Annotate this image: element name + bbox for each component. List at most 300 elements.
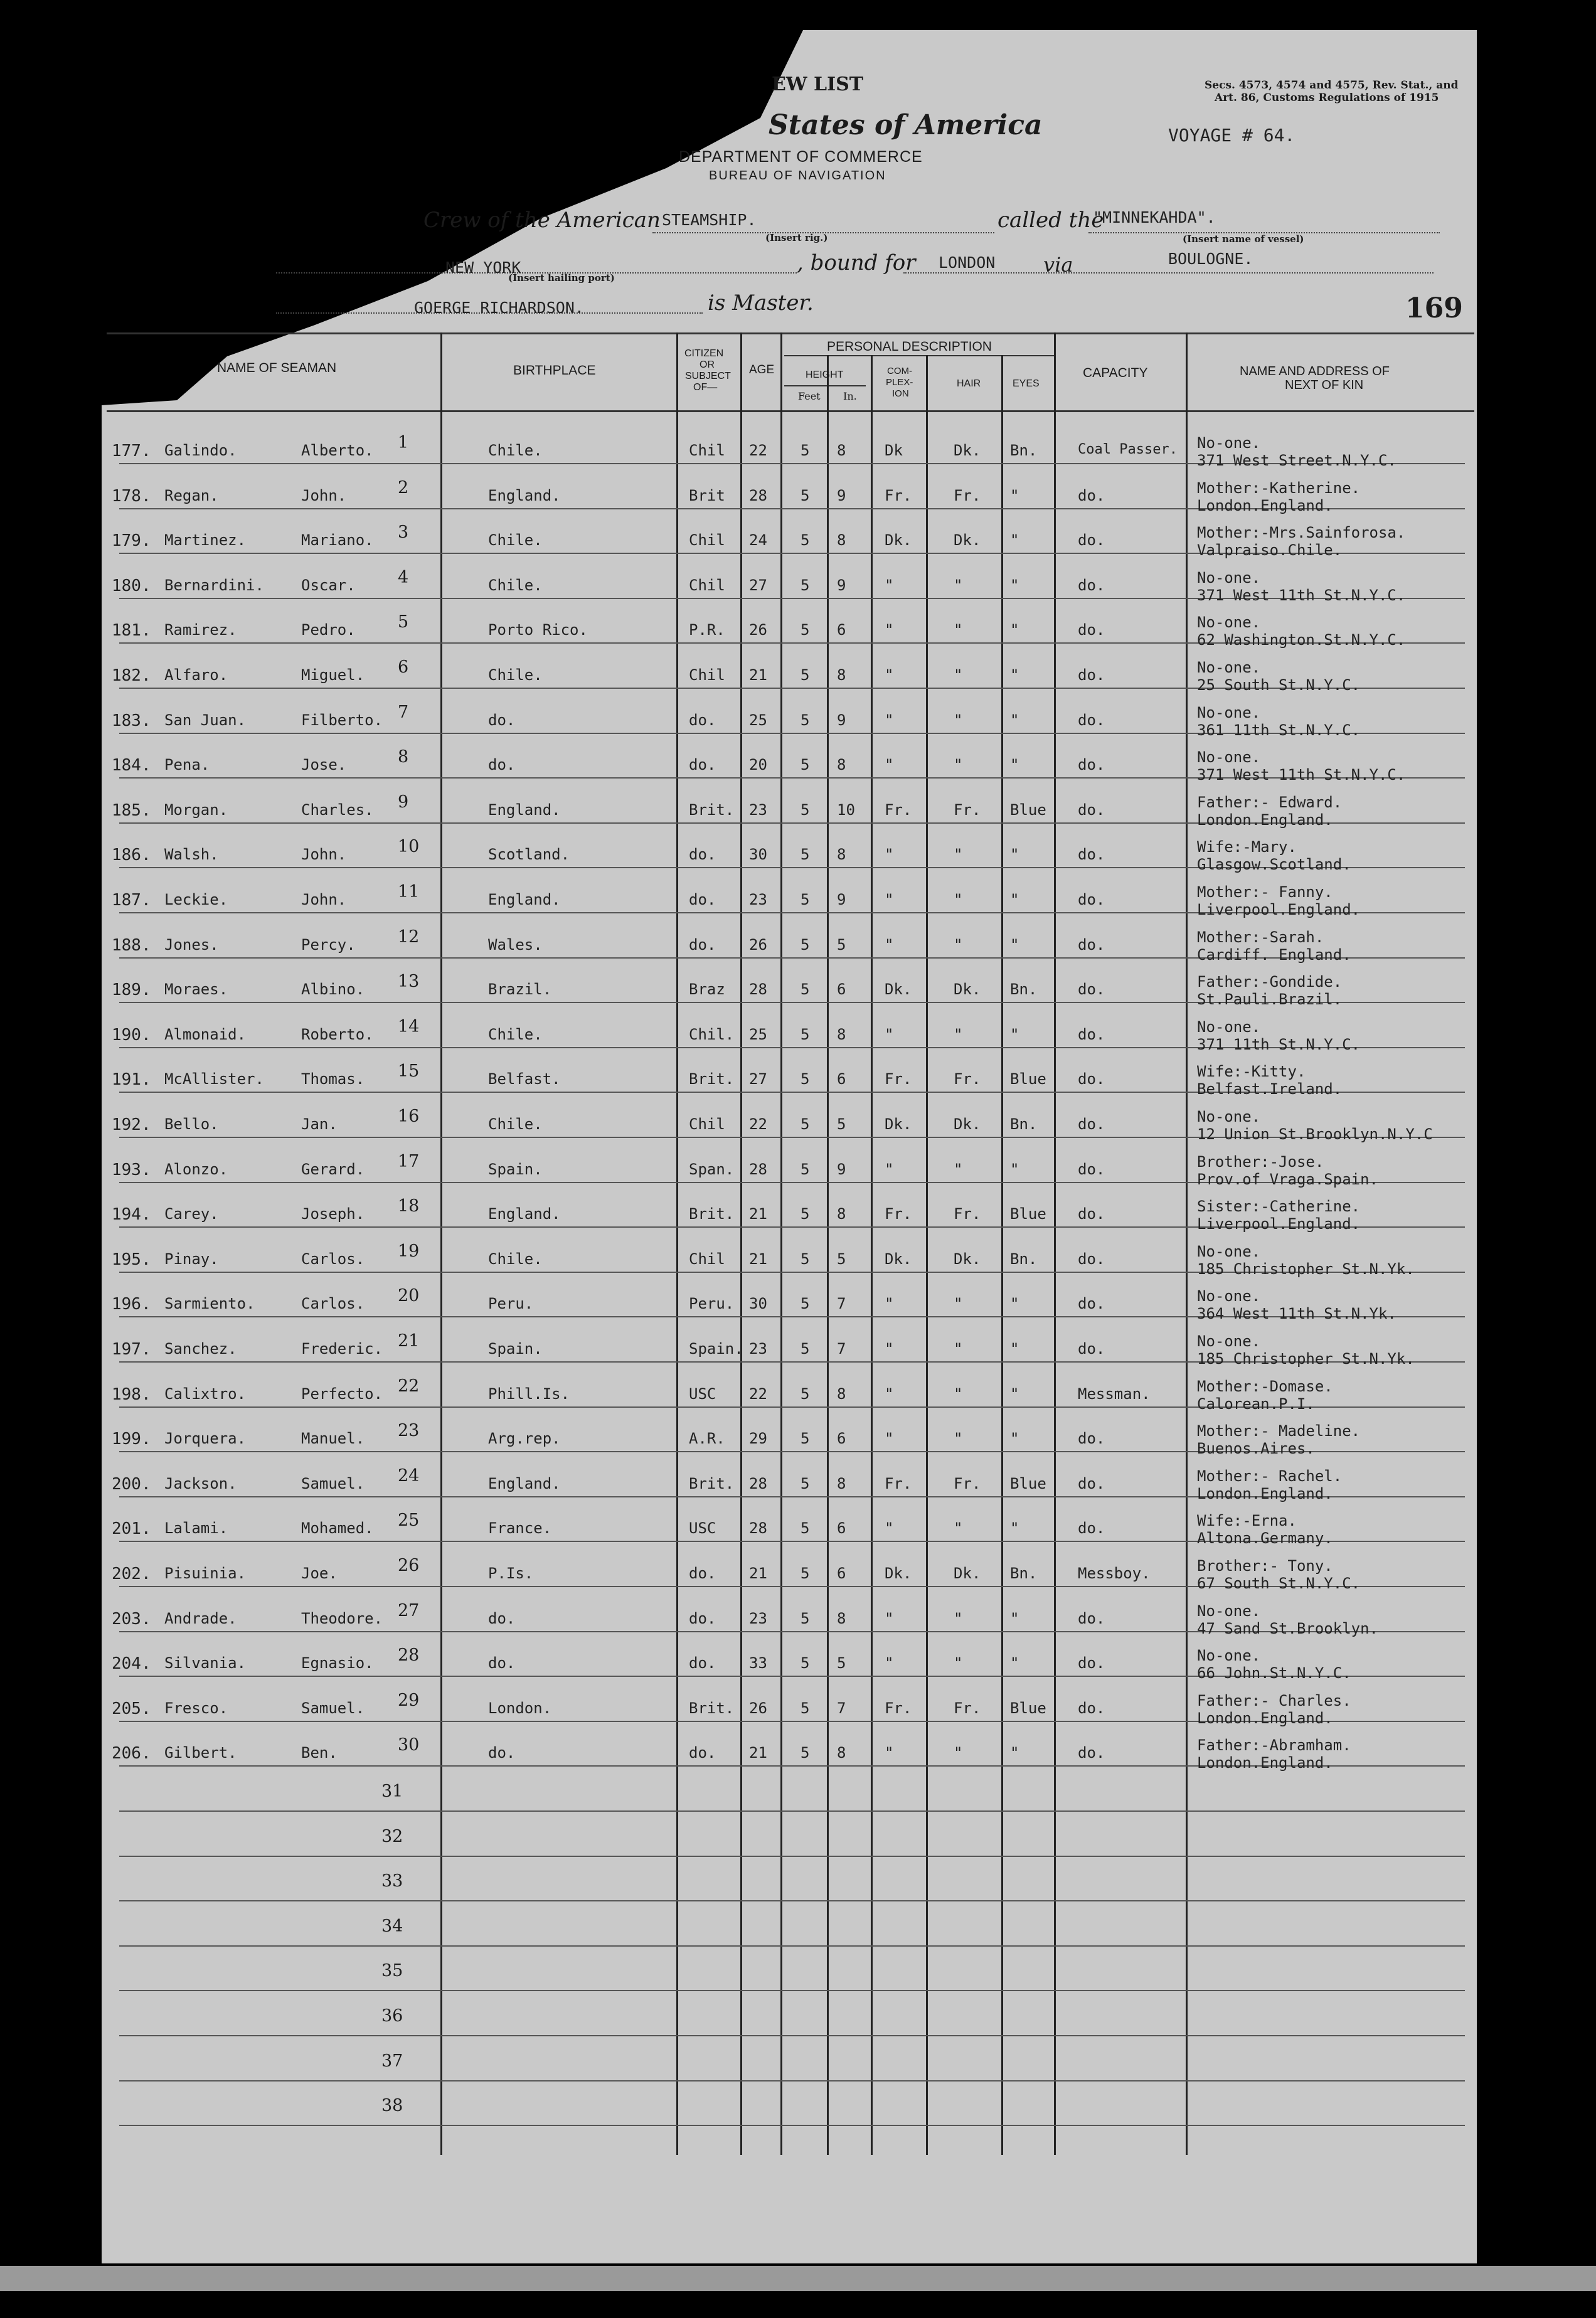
age: 21 xyxy=(749,1205,767,1223)
age: 21 xyxy=(749,1744,767,1762)
height-inches: 8 xyxy=(837,442,846,459)
seaman-given-name: Charles. xyxy=(301,801,374,819)
row-id: 202. xyxy=(112,1565,151,1583)
age: 20 xyxy=(749,756,767,774)
line-number: 14 xyxy=(398,1017,420,1036)
height-feet: 5 xyxy=(801,1654,810,1672)
seaman-surname: Pena. xyxy=(164,756,210,774)
eyes: " xyxy=(1010,1385,1019,1403)
citizenship: Chil xyxy=(689,666,725,684)
capacity: do. xyxy=(1078,936,1105,954)
next-of-kin-name: No-one. xyxy=(1197,1243,1261,1260)
hair: Dk. xyxy=(954,1250,981,1268)
age: 30 xyxy=(749,846,767,863)
complexion: " xyxy=(885,1610,894,1627)
row-rule xyxy=(119,2035,1465,2036)
birthplace: France. xyxy=(488,1519,552,1537)
line-number: 11 xyxy=(398,882,420,901)
next-of-kin-address: Liverpool.England. xyxy=(1197,1215,1361,1233)
next-of-kin-address: Glasgow.Scotland. xyxy=(1197,856,1351,873)
age: 25 xyxy=(749,711,767,729)
complexion: Fr. xyxy=(885,801,912,819)
capacity: do. xyxy=(1078,1744,1105,1762)
next-of-kin-address: Buenos.Aires. xyxy=(1197,1440,1315,1457)
complexion: Fr. xyxy=(885,487,912,504)
height-feet: 5 xyxy=(801,1250,810,1268)
height-inches: 8 xyxy=(837,531,846,549)
complexion: Fr. xyxy=(885,1070,912,1088)
eyes: Bn. xyxy=(1010,1115,1038,1133)
eyes: Blue xyxy=(1010,1699,1046,1717)
line-number: 31 xyxy=(381,1782,403,1801)
row-id: 182. xyxy=(112,666,151,685)
next-of-kin-name: Father:- Edward. xyxy=(1197,794,1343,811)
height-inches: 7 xyxy=(837,1295,846,1312)
line-number: 5 xyxy=(398,612,409,632)
next-of-kin-name: No-one. xyxy=(1197,614,1261,631)
next-of-kin-address: 361 11th St.N.Y.C. xyxy=(1197,721,1361,739)
hair: " xyxy=(954,891,963,908)
row-rule xyxy=(119,1856,1465,1857)
birthplace: Chile. xyxy=(488,577,543,594)
line-number: 35 xyxy=(381,1961,403,1980)
seaman-surname: Alfaro. xyxy=(164,666,228,684)
eyes: " xyxy=(1010,666,1019,684)
height-inches: 8 xyxy=(837,1385,846,1403)
insert-vessel-note: (Insert name of vessel) xyxy=(1183,233,1304,245)
citizenship: Brit. xyxy=(689,1699,735,1717)
row-id: 206. xyxy=(112,1744,151,1763)
next-of-kin-name: Wife:-Mary. xyxy=(1197,838,1297,856)
next-of-kin-address: 47 Sand St.Brooklyn. xyxy=(1197,1620,1378,1637)
line-number: 15 xyxy=(398,1061,420,1081)
seaman-given-name: Jan. xyxy=(301,1115,338,1133)
height-inches: 6 xyxy=(837,1565,846,1582)
height-feet: 5 xyxy=(801,1161,810,1178)
seaman-surname: San Juan. xyxy=(164,711,247,729)
line-number: 36 xyxy=(381,2006,403,2026)
citizenship: do. xyxy=(689,846,716,863)
column-divider xyxy=(676,332,678,2155)
next-of-kin-address: Cardiff. England. xyxy=(1197,946,1351,964)
line-number: 20 xyxy=(398,1286,420,1305)
eyes: " xyxy=(1010,711,1019,729)
seaman-given-name: Gerard. xyxy=(301,1161,365,1178)
form-title: EW LIST xyxy=(772,73,864,95)
hair: Dk. xyxy=(954,1565,981,1582)
age: 24 xyxy=(749,531,767,549)
height-feet: 5 xyxy=(801,1385,810,1403)
birthplace: Chile. xyxy=(488,1250,543,1268)
eyes: " xyxy=(1010,846,1019,863)
birthplace: Chile. xyxy=(488,442,543,459)
seaman-given-name: Frederic. xyxy=(301,1340,383,1358)
seaman-given-name: John. xyxy=(301,846,347,863)
height-inches: 9 xyxy=(837,711,846,729)
row-id: 177. xyxy=(112,442,151,460)
header-feet: Feet xyxy=(798,390,821,402)
next-of-kin-name: Sister:-Catherine. xyxy=(1197,1198,1361,1215)
header-citizen-2: OR xyxy=(700,359,715,370)
height-feet: 5 xyxy=(801,1699,810,1717)
citizenship: Brit. xyxy=(689,1205,735,1223)
complexion: " xyxy=(885,1744,894,1762)
eyes: Blue xyxy=(1010,1475,1046,1492)
complexion: " xyxy=(885,1430,894,1447)
eyes: " xyxy=(1010,577,1019,594)
eyes: " xyxy=(1010,1161,1019,1178)
citizenship: do. xyxy=(689,891,716,908)
next-of-kin-address: 371 West 11th St.N.Y.C. xyxy=(1197,587,1406,604)
row-rule xyxy=(119,1810,1465,1812)
next-of-kin-address: 62 Washington.St.N.Y.C. xyxy=(1197,631,1406,649)
next-of-kin-address: 185 Christopher St.N.Yk. xyxy=(1197,1350,1415,1368)
birthplace: P.Is. xyxy=(488,1565,534,1582)
next-of-kin-address: 66 John.St.N.Y.C. xyxy=(1197,1664,1351,1682)
complexion: " xyxy=(885,1385,894,1403)
eyes: " xyxy=(1010,1519,1019,1537)
next-of-kin-name: Wife:-Erna. xyxy=(1197,1512,1297,1529)
birthplace: London. xyxy=(488,1699,552,1717)
row-id: 181. xyxy=(112,621,151,640)
seaman-given-name: Manuel. xyxy=(301,1430,365,1447)
destination-line xyxy=(903,272,1434,274)
complexion: " xyxy=(885,1340,894,1358)
hair: Fr. xyxy=(954,1070,981,1088)
eyes: " xyxy=(1010,531,1019,549)
birthplace: Spain. xyxy=(488,1340,543,1358)
hair: " xyxy=(954,846,963,863)
height-feet: 5 xyxy=(801,666,810,684)
height-feet: 5 xyxy=(801,1744,810,1762)
row-id: 205. xyxy=(112,1699,151,1718)
hair: Fr. xyxy=(954,801,981,819)
height-inches: 7 xyxy=(837,1340,846,1358)
age: 29 xyxy=(749,1430,767,1447)
seaman-given-name: Pedro. xyxy=(301,621,356,639)
complexion: " xyxy=(885,577,894,594)
hair: " xyxy=(954,1654,963,1672)
line-number: 21 xyxy=(398,1331,420,1351)
height-feet: 5 xyxy=(801,846,810,863)
line-number: 16 xyxy=(398,1107,420,1126)
hair: Fr. xyxy=(954,1475,981,1492)
hair: " xyxy=(954,1026,963,1043)
bound-for-label: , bound for xyxy=(797,250,916,275)
hair: " xyxy=(954,1519,963,1537)
header-citizen-3: SUBJECT xyxy=(685,371,731,381)
age: 28 xyxy=(749,487,767,504)
seaman-surname: Ramirez. xyxy=(164,621,237,639)
eyes: Bn. xyxy=(1010,981,1038,998)
next-of-kin-address: Altona.Germany. xyxy=(1197,1529,1333,1547)
row-id: 201. xyxy=(112,1519,151,1538)
next-of-kin-name: Mother:-Katherine. xyxy=(1197,479,1361,497)
seaman-given-name: Thomas. xyxy=(301,1070,365,1088)
birthplace: Spain. xyxy=(488,1161,543,1178)
seaman-given-name: John. xyxy=(301,487,347,504)
line-number: 38 xyxy=(381,2096,403,2115)
height-feet: 5 xyxy=(801,1115,810,1133)
citizenship: P.R. xyxy=(689,621,725,639)
hair: " xyxy=(954,756,963,774)
height-inches: 8 xyxy=(837,756,846,774)
height-feet: 5 xyxy=(801,1610,810,1627)
hair: " xyxy=(954,621,963,639)
complexion: Dk. xyxy=(885,1565,912,1582)
line-number: 10 xyxy=(398,837,420,856)
height-inches: 5 xyxy=(837,1654,846,1672)
birthplace: Chile. xyxy=(488,666,543,684)
column-divider xyxy=(871,355,873,2155)
height-inches: 5 xyxy=(837,936,846,954)
header-inches: In. xyxy=(843,390,857,402)
row-id: 185. xyxy=(112,801,151,820)
next-of-kin-address: 371 West Street.N.Y.C. xyxy=(1197,452,1396,469)
age: 30 xyxy=(749,1295,767,1312)
age: 27 xyxy=(749,577,767,594)
hair: " xyxy=(954,1340,963,1358)
height-inches: 6 xyxy=(837,1070,846,1088)
line-number: 28 xyxy=(398,1645,420,1665)
complexion: Fr. xyxy=(885,1205,912,1223)
birthplace: Brazil. xyxy=(488,981,552,998)
age: 26 xyxy=(749,621,767,639)
height-feet: 5 xyxy=(801,1430,810,1447)
seaman-surname: Morgan. xyxy=(164,801,228,819)
birthplace: England. xyxy=(488,801,561,819)
seaman-given-name: Miguel. xyxy=(301,666,365,684)
capacity: do. xyxy=(1078,1654,1105,1672)
birthplace: Chile. xyxy=(488,531,543,549)
seaman-surname: Regan. xyxy=(164,487,219,504)
complexion: Dk. xyxy=(885,1115,912,1133)
complexion: " xyxy=(885,621,894,639)
capacity: do. xyxy=(1078,621,1105,639)
seaman-given-name: Albino. xyxy=(301,981,365,998)
height-inches: 6 xyxy=(837,981,846,998)
eyes: Blue xyxy=(1010,801,1046,819)
next-of-kin-address: Belfast.Ireland. xyxy=(1197,1080,1343,1098)
eyes: " xyxy=(1010,1340,1019,1358)
row-id: 198. xyxy=(112,1385,151,1404)
seaman-given-name: Mariano. xyxy=(301,531,374,549)
capacity: do. xyxy=(1078,1070,1105,1088)
capacity: do. xyxy=(1078,1026,1105,1043)
next-of-kin-address: London.England. xyxy=(1197,497,1333,514)
birthplace: do. xyxy=(488,711,516,729)
capacity: do. xyxy=(1078,1250,1105,1268)
citizenship: do. xyxy=(689,1610,716,1627)
capacity: do. xyxy=(1078,531,1105,549)
header-birthplace: BIRTHPLACE xyxy=(513,363,596,378)
header-capacity: CAPACITY xyxy=(1083,366,1148,380)
complexion: Dk xyxy=(885,442,903,459)
capacity: do. xyxy=(1078,577,1105,594)
birthplace: do. xyxy=(488,1654,516,1672)
height-feet: 5 xyxy=(801,621,810,639)
table-top-border xyxy=(107,332,1474,334)
column-divider xyxy=(1001,355,1003,2155)
row-id: 204. xyxy=(112,1654,151,1673)
capacity: do. xyxy=(1078,1699,1105,1717)
eyes: " xyxy=(1010,1026,1019,1043)
complexion: " xyxy=(885,756,894,774)
line-number: 6 xyxy=(398,657,409,677)
complexion: " xyxy=(885,1161,894,1178)
row-id: 191. xyxy=(112,1070,151,1089)
height-feet: 5 xyxy=(801,936,810,954)
capacity: do. xyxy=(1078,1610,1105,1627)
age: 22 xyxy=(749,1385,767,1403)
seaman-surname: Sanchez. xyxy=(164,1340,237,1358)
eyes: Bn. xyxy=(1010,1565,1038,1582)
seaman-surname: Calixtro. xyxy=(164,1385,247,1403)
height-inches: 8 xyxy=(837,1744,846,1762)
scanner-edge xyxy=(0,2266,1596,2291)
row-id: 187. xyxy=(112,891,151,910)
next-of-kin-name: No-one. xyxy=(1197,1018,1261,1036)
bureau-title: BUREAU OF NAVIGATION xyxy=(709,169,886,183)
line-number: 1 xyxy=(398,433,409,452)
citizenship: do. xyxy=(689,1565,716,1582)
height-inches: 8 xyxy=(837,1205,846,1223)
header-citizen-4: OF— xyxy=(693,382,718,393)
eyes: " xyxy=(1010,1295,1019,1312)
line-number: 12 xyxy=(398,927,420,947)
citizenship: do. xyxy=(689,711,716,729)
line-number: 22 xyxy=(398,1376,420,1396)
height-feet: 5 xyxy=(801,487,810,504)
height-inches: 9 xyxy=(837,577,846,594)
birthplace: Peru. xyxy=(488,1295,534,1312)
next-of-kin-name: No-one. xyxy=(1197,1332,1261,1350)
column-divider xyxy=(926,355,928,2155)
line-number: 24 xyxy=(398,1466,420,1486)
birthplace: Belfast. xyxy=(488,1070,561,1088)
next-of-kin-address: 364 West 11th St.N.Yk. xyxy=(1197,1305,1396,1322)
line-number: 25 xyxy=(398,1511,420,1530)
next-of-kin-name: No-one. xyxy=(1197,748,1261,766)
height-feet: 5 xyxy=(801,442,810,459)
column-divider xyxy=(440,332,442,2155)
next-of-kin-name: Brother:- Tony. xyxy=(1197,1557,1333,1575)
capacity: do. xyxy=(1078,891,1105,908)
citizenship: do. xyxy=(689,1744,716,1762)
seaman-surname: Bello. xyxy=(164,1115,219,1133)
row-id: 203. xyxy=(112,1610,151,1629)
vessel-name: "MINNEKAHDA". xyxy=(1093,208,1216,226)
eyes: Blue xyxy=(1010,1070,1046,1088)
row-rule xyxy=(119,1945,1465,1947)
height-inches: 10 xyxy=(837,801,855,819)
line-number: 18 xyxy=(398,1196,420,1216)
capacity: do. xyxy=(1078,846,1105,863)
next-of-kin-name: No-one. xyxy=(1197,1647,1261,1664)
complexion: Dk. xyxy=(885,981,912,998)
line-number: 34 xyxy=(381,1917,403,1936)
complexion: " xyxy=(885,1519,894,1537)
capacity: do. xyxy=(1078,981,1105,998)
seaman-surname: Sarmiento. xyxy=(164,1295,255,1312)
seaman-given-name: Mohamed. xyxy=(301,1519,374,1537)
destination: LONDON xyxy=(939,253,996,272)
capacity: do. xyxy=(1078,711,1105,729)
capacity: do. xyxy=(1078,756,1105,774)
next-of-kin-name: No-one. xyxy=(1197,704,1261,721)
seaman-given-name: Egnasio. xyxy=(301,1654,374,1672)
complexion: " xyxy=(885,1026,894,1043)
eyes: " xyxy=(1010,1744,1019,1762)
insert-hailing-note: (Insert hailing port) xyxy=(508,272,615,284)
height-feet: 5 xyxy=(801,981,810,998)
next-of-kin-address: London.England. xyxy=(1197,1754,1333,1772)
age: 21 xyxy=(749,666,767,684)
capacity: do. xyxy=(1078,801,1105,819)
line-number: 19 xyxy=(398,1241,420,1261)
row-id: 194. xyxy=(112,1205,151,1224)
capacity: do. xyxy=(1078,666,1105,684)
seaman-given-name: Joe. xyxy=(301,1565,338,1582)
next-of-kin-name: Mother:- Madeline. xyxy=(1197,1422,1361,1440)
age: 23 xyxy=(749,801,767,819)
seaman-surname: Alonzo. xyxy=(164,1161,228,1178)
line-number: 23 xyxy=(398,1421,420,1440)
row-id: 190. xyxy=(112,1026,151,1045)
header-personal-description: PERSONAL DESCRIPTION xyxy=(827,339,992,354)
country-title: States of America xyxy=(769,109,1043,141)
seaman-surname: Walsh. xyxy=(164,846,219,863)
capacity: do. xyxy=(1078,1295,1105,1312)
column-divider xyxy=(740,332,742,2155)
height-inches: 6 xyxy=(837,1519,846,1537)
citizenship: do. xyxy=(689,936,716,954)
line-number: 32 xyxy=(381,1827,403,1846)
age: 22 xyxy=(749,442,767,459)
height-feet: 5 xyxy=(801,1519,810,1537)
seaman-given-name: Perfecto. xyxy=(301,1385,383,1403)
hair: " xyxy=(954,936,963,954)
column-divider xyxy=(780,332,782,2155)
height-feet: 5 xyxy=(801,801,810,819)
complexion: Fr. xyxy=(885,1699,912,1717)
eyes: " xyxy=(1010,1654,1019,1672)
citizenship: USC xyxy=(689,1385,716,1403)
eyes: " xyxy=(1010,891,1019,908)
hair: " xyxy=(954,577,963,594)
age: 26 xyxy=(749,1699,767,1717)
height-inches: 8 xyxy=(837,666,846,684)
line-number: 9 xyxy=(398,792,409,812)
page-number: 169 xyxy=(1405,292,1463,324)
eyes: Bn. xyxy=(1010,442,1038,459)
eyes: " xyxy=(1010,936,1019,954)
header-complexion-1: COM- xyxy=(887,366,912,376)
citizenship: do. xyxy=(689,756,716,774)
next-of-kin-name: No-one. xyxy=(1197,434,1261,452)
column-divider xyxy=(1186,332,1188,2155)
vessel-type: STEAMSHIP. xyxy=(662,211,757,229)
capacity: do. xyxy=(1078,487,1105,504)
hair: " xyxy=(954,711,963,729)
age: 22 xyxy=(749,1115,767,1133)
seaman-given-name: Ben. xyxy=(301,1744,338,1762)
age: 21 xyxy=(749,1565,767,1582)
citizenship: Brit. xyxy=(689,1070,735,1088)
birthplace: England. xyxy=(488,487,561,504)
seaman-given-name: Carlos. xyxy=(301,1250,365,1268)
seaman-given-name: Carlos. xyxy=(301,1295,365,1312)
